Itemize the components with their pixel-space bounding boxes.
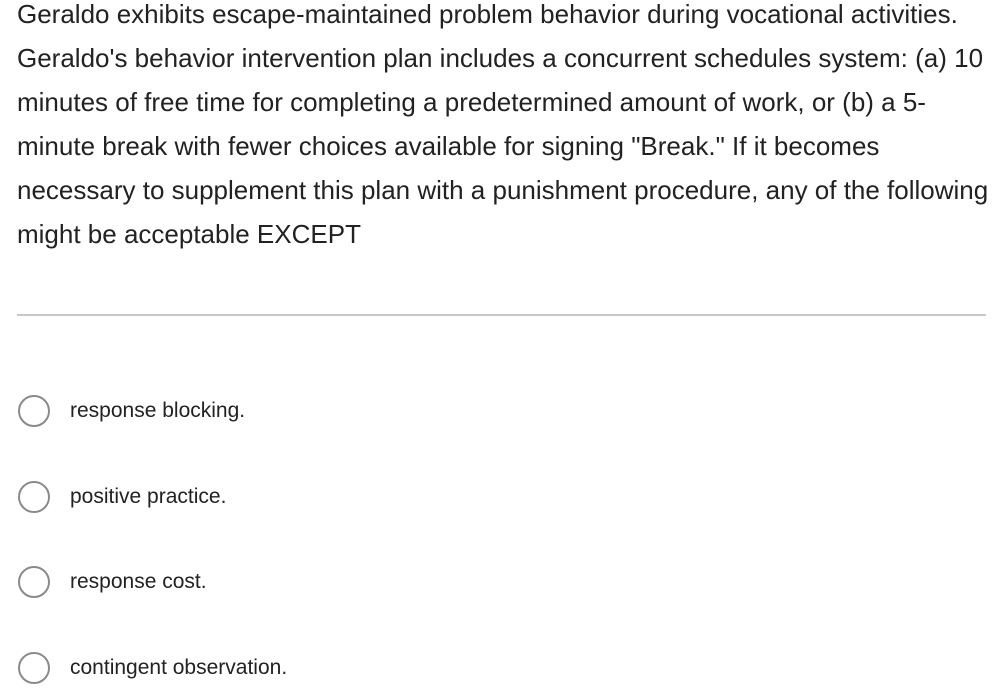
answer-option-response-cost[interactable] — [18, 564, 207, 600]
answer-option-label: response cost. — [70, 570, 207, 593]
answer-option-contingent-observation[interactable] — [18, 650, 287, 686]
answer-option-label: positive practice. — [70, 485, 227, 508]
answer-option-label: contingent observation. — [70, 656, 288, 679]
answer-option-positive-practice[interactable] — [18, 479, 226, 515]
radio-button[interactable] — [18, 395, 50, 427]
radio-button[interactable] — [18, 652, 50, 684]
answer-option-label: response blocking. — [70, 399, 246, 422]
radio-button[interactable] — [18, 566, 50, 598]
question-text: Geraldo exhibits escape-maintained problem behavior during vocational activities. Geraldo's behavior intervention plan includes a concurrent schedules system: (a) 10 minutes of free time for completing a predetermined amount of work, or (b) a 5-minute break with fewer choices available for signing "Break." If it becomes necessary to supplement this plan with a punishment procedure, any of the following might be acceptable EXCEPT — [17, 0, 989, 249]
radio-button[interactable] — [18, 481, 50, 513]
answer-option-response-blocking[interactable] — [18, 393, 245, 429]
